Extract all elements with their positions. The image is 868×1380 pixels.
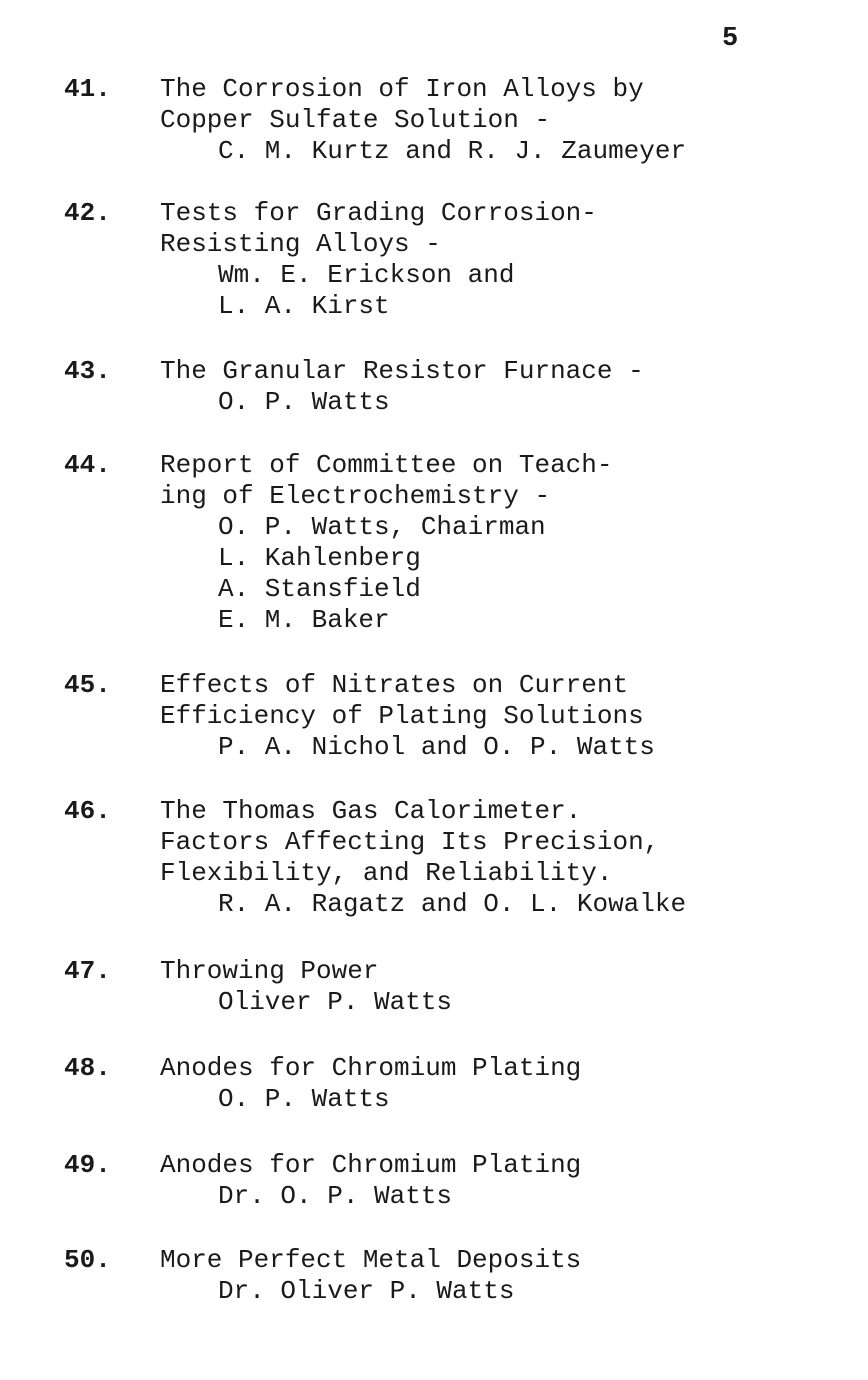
entry-body xyxy=(160,74,854,167)
entry-author-line: Oliver P. Watts xyxy=(218,987,453,1017)
entry-number: 47. xyxy=(64,956,111,986)
entry-author-line: Wm. E. Erickson and xyxy=(218,260,515,290)
entry-number: 49. xyxy=(64,1150,111,1180)
entry-title-line: Resisting Alloys - xyxy=(160,229,441,259)
entry-author-line: A. Stansfield xyxy=(218,574,421,604)
entry-title-line: Copper Sulfate Solution - xyxy=(160,105,551,135)
entry-title-line: Flexibility, and Reliability. xyxy=(160,858,613,888)
entry-number: 46. xyxy=(64,796,111,826)
entry-title-line: Effects of Nitrates on Current xyxy=(160,670,629,700)
entry-author-line: L. A. Kirst xyxy=(218,291,390,321)
entry-number: 50. xyxy=(64,1245,111,1275)
entry-title-line: Anodes for Chromium Plating xyxy=(160,1053,582,1083)
entry-author-line: P. A. Nichol and O. P. Watts xyxy=(218,732,655,762)
entry-body xyxy=(160,450,854,636)
entry-number: 45. xyxy=(64,670,111,700)
entry-number: 44. xyxy=(64,450,111,480)
entry-body xyxy=(160,1053,854,1115)
page-number: 5 xyxy=(722,24,739,54)
entry-body xyxy=(160,956,854,1018)
entry-author-line: Dr. Oliver P. Watts xyxy=(218,1276,515,1306)
entry-author-line: E. M. Baker xyxy=(218,605,390,635)
entry-title-line: Factors Affecting Its Precision, xyxy=(160,827,660,857)
entry-body xyxy=(160,1245,854,1307)
entry-title-line: Anodes for Chromium Plating xyxy=(160,1150,582,1180)
entry-author-line: O. P. Watts, Chairman xyxy=(218,512,546,542)
entry-author-line: L. Kahlenberg xyxy=(218,543,421,573)
entry-title-line: The Granular Resistor Furnace - xyxy=(160,356,644,386)
entry-author-line: Dr. O. P. Watts xyxy=(218,1181,453,1211)
entry-title-line: The Thomas Gas Calorimeter. xyxy=(160,796,582,826)
entry-number: 43. xyxy=(64,356,111,386)
entry-title-line: Throwing Power xyxy=(160,956,379,986)
entry-author-line: C. M. Kurtz and R. J. Zaumeyer xyxy=(218,136,687,166)
entry-author-line: O. P. Watts xyxy=(218,387,390,417)
entry-body xyxy=(160,796,854,920)
entry-title-line: The Corrosion of Iron Alloys by xyxy=(160,74,644,104)
entry-number: 41. xyxy=(64,74,111,104)
entry-title-line: Tests for Grading Corrosion- xyxy=(160,198,597,228)
entry-body xyxy=(160,670,854,763)
entry-body xyxy=(160,198,854,322)
entry-author-line: R. A. Ragatz and O. L. Kowalke xyxy=(218,889,687,919)
entry-author-line: O. P. Watts xyxy=(218,1084,390,1114)
entry-body xyxy=(160,1150,854,1212)
entry-title-line: ing of Electrochemistry - xyxy=(160,481,551,511)
entry-title-line: More Perfect Metal Deposits xyxy=(160,1245,582,1275)
entry-title-line: Efficiency of Plating Solutions xyxy=(160,701,644,731)
entry-number: 42. xyxy=(64,198,111,228)
entry-body xyxy=(160,356,854,418)
entry-number: 48. xyxy=(64,1053,111,1083)
entry-title-line: Report of Committee on Teach- xyxy=(160,450,613,480)
